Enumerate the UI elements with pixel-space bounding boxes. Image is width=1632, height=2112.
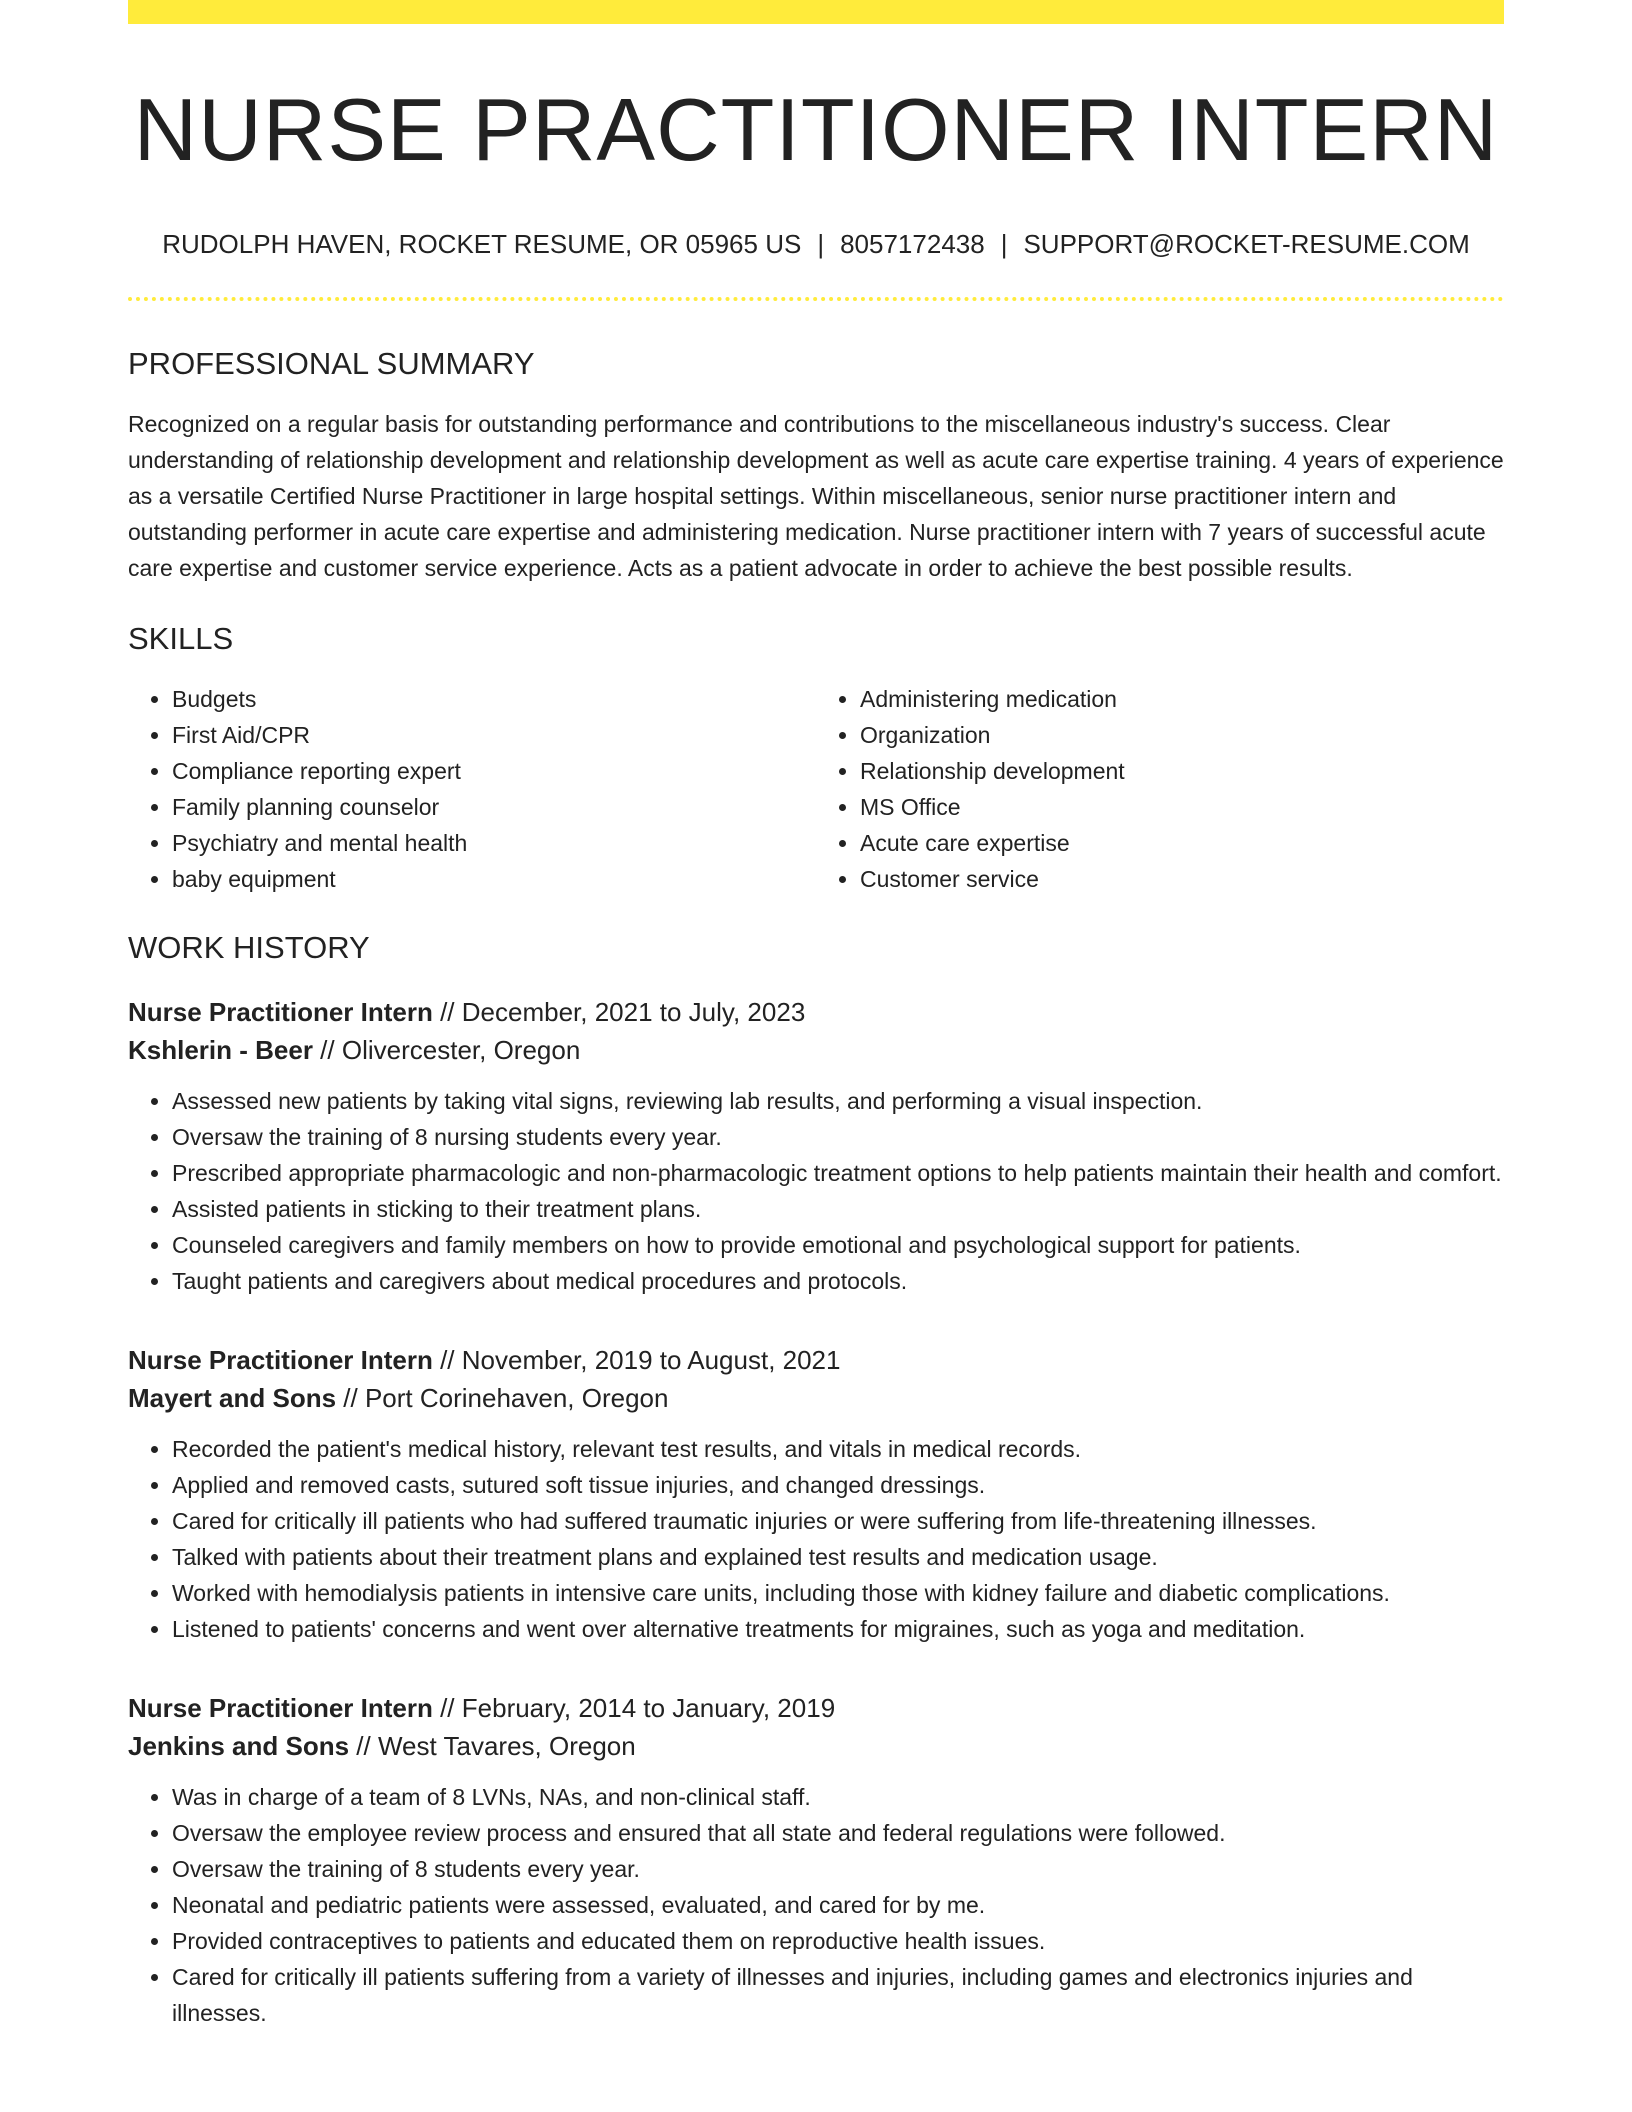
job-bullets	[128, 1431, 1504, 1647]
job-bullet: • Talked with patients about their treatment plans and explained test results and medication usage.	[172, 1539, 1504, 1575]
job-company-line	[128, 1379, 1504, 1417]
job-title: Nurse Practitioner Intern	[128, 996, 433, 1027]
job-bullet: • Recorded the patient's medical history, relevant test results, and vitals in medical records.	[172, 1431, 1504, 1467]
job-title: Nurse Practitioner Intern	[128, 1692, 433, 1723]
contact-address: RUDOLPH HAVEN, ROCKET RESUME, OR 05965 US	[162, 228, 802, 259]
job-separator: //	[336, 1382, 365, 1413]
job-bullet: • Neonatal and pediatric patients were assessed, evaluated, and cared for by me.	[172, 1887, 1504, 1923]
skill-item: • Administering medication	[860, 681, 1504, 717]
resume-page	[128, 0, 1504, 2031]
contact-separator: |	[1000, 228, 1008, 259]
job-bullet: • Assessed new patients by taking vital signs, reviewing lab results, and performing a visual inspection.	[172, 1083, 1504, 1119]
job-separator: //	[349, 1730, 378, 1761]
job-bullet: • Listened to patients' concerns and went over alternative treatments for migraines, such as yoga and meditation.	[172, 1611, 1504, 1647]
skill-item: • Organization	[860, 717, 1504, 753]
job-title-line	[128, 993, 1504, 1031]
job-bullet: • Provided contraceptives to patients and educated them on reproductive health issues.	[172, 1923, 1504, 1959]
skill-item: • MS Office	[860, 789, 1504, 825]
contact-email: SUPPORT@ROCKET-RESUME.COM	[1023, 228, 1470, 259]
job-company: Jenkins and Sons	[128, 1730, 350, 1761]
contact-phone: 8057172438	[840, 228, 985, 259]
job-dates: February, 2014 to January, 2019	[461, 1692, 836, 1723]
job-bullet: • Oversaw the training of 8 nursing students every year.	[172, 1119, 1504, 1155]
skill-item: • Acute care expertise	[860, 825, 1504, 861]
skills-column-left	[128, 681, 816, 897]
skill-item: • Customer service	[860, 861, 1504, 897]
skill-item: • Budgets	[172, 681, 816, 717]
summary-text: Recognized on a regular basis for outstanding performance and contributions to the miscellaneous industry's success. Clear understanding of relationship development and relationship development as well as acute care expertise training. 4 years of experience as a versatile Certified Nurse Practitioner in large hospital settings. Within miscellaneous, senior nurse practitioner intern and outstanding performer in acute care expertise and administering medication. Nurse practitioner intern with 7 years of successful acute care expertise and customer service experience. Acts as a patient advocate in order to achieve the best possible results.	[128, 411, 1504, 582]
contact-separator: |	[817, 228, 825, 259]
skills-heading: SKILLS	[128, 621, 234, 657]
job-bullet: • Taught patients and caregivers about medical procedures and protocols.	[172, 1263, 1504, 1299]
resume-title: NURSE PRACTITIONER INTERN	[133, 80, 1499, 179]
job-company: Kshlerin - Beer	[128, 1034, 313, 1065]
job-bullet: • Prescribed appropriate pharmacologic and non-pharmacologic treatment options to help patients maintain their health and comfort.	[172, 1155, 1504, 1191]
contact-line	[128, 229, 1504, 260]
job-dates: November, 2019 to August, 2021	[461, 1344, 841, 1375]
job-location: West Tavares, Oregon	[377, 1730, 636, 1761]
work-history-heading: WORK HISTORY	[128, 930, 370, 966]
job-bullet: • Assisted patients in sticking to their treatment plans.	[172, 1191, 1504, 1227]
job-title: Nurse Practitioner Intern	[128, 1344, 433, 1375]
job-title-line	[128, 1689, 1504, 1727]
job-bullet: • Counseled caregivers and family members on how to provide emotional and psychological support for patients.	[172, 1227, 1504, 1263]
job-entry	[128, 1689, 1504, 2031]
job-separator: //	[432, 1344, 462, 1375]
job-bullets	[128, 1779, 1504, 2031]
job-location: Port Corinehaven, Oregon	[364, 1382, 669, 1413]
job-bullet: • Cared for critically ill patients suffering from a variety of illnesses and injuries, including games and electronics injuries and illnesses.	[172, 1959, 1504, 2031]
skill-item: • baby equipment	[172, 861, 816, 897]
job-entry	[128, 993, 1504, 1299]
summary-heading: PROFESSIONAL SUMMARY	[128, 345, 535, 381]
job-bullet: • Was in charge of a team of 8 LVNs, NAs, and non-clinical staff.	[172, 1779, 1504, 1815]
job-bullet: • Worked with hemodialysis patients in intensive care units, including those with kidney failure and diabetic complications.	[172, 1575, 1504, 1611]
skill-item: • Psychiatry and mental health	[172, 825, 816, 861]
job-separator: //	[432, 996, 462, 1027]
job-separator: //	[312, 1034, 342, 1065]
job-separator: //	[432, 1692, 462, 1723]
job-entry	[128, 1341, 1504, 1647]
job-company: Mayert and Sons	[128, 1382, 337, 1413]
accent-top-bar	[128, 0, 1504, 24]
skills-column-right	[816, 681, 1504, 897]
job-bullet: • Applied and removed casts, sutured soft tissue injuries, and changed dressings.	[172, 1467, 1504, 1503]
job-bullet: • Oversaw the employee review process and ensured that all state and federal regulations were followed.	[172, 1815, 1504, 1851]
job-location: Olivercester, Oregon	[341, 1034, 581, 1065]
skill-item: • First Aid/CPR	[172, 717, 816, 753]
skill-item: • Relationship development	[860, 753, 1504, 789]
job-title-line	[128, 1341, 1504, 1379]
skills-list	[128, 681, 1504, 897]
dotted-divider	[128, 297, 1504, 301]
skill-item: • Compliance reporting expert	[172, 753, 816, 789]
skill-item: • Family planning counselor	[172, 789, 816, 825]
job-company-line	[128, 1727, 1504, 1765]
job-bullet: • Oversaw the training of 8 students every year.	[172, 1851, 1504, 1887]
job-bullet: • Cared for critically ill patients who had suffered traumatic injuries or were suffering from life-threatening illnesses.	[172, 1503, 1504, 1539]
job-bullets	[128, 1083, 1504, 1299]
job-dates: December, 2021 to July, 2023	[461, 996, 806, 1027]
job-company-line	[128, 1031, 1504, 1069]
